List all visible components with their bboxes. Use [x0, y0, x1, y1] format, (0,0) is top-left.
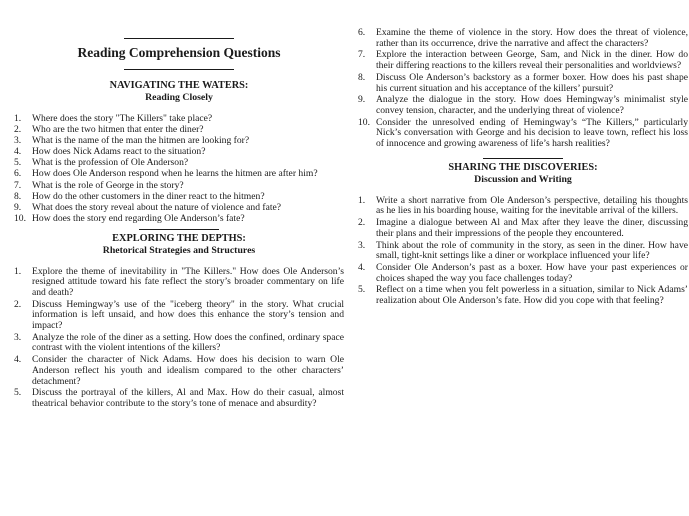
item-number: 6. [14, 168, 22, 180]
item-text: What is the role of George in the story? [32, 179, 184, 191]
item-number: 2. [14, 124, 22, 136]
item-text: Discuss Ole Anderson’s backstory as a former boxer. How does his past shape his current situation and his acceptance of the killers’ pursuit? [376, 71, 688, 94]
list-item [358, 285, 688, 306]
list-item [358, 50, 688, 71]
item-number: 7. [14, 179, 22, 191]
section-heading-exploring: EXPLORING THE DEPTHS: [112, 232, 246, 244]
item-text: Discuss Hemingway’s use of the "iceberg theory" in the story. What crucial information is left unsaid, and how does this enhance the story’s tension and impact? [32, 298, 344, 332]
item-number: 8. [14, 190, 22, 202]
list-item [14, 388, 344, 409]
item-number: 4. [14, 146, 22, 158]
item-number: 9. [358, 94, 366, 106]
item-text: Examine the theme of violence in the story. How does the threat of violence, rather than its occurrence, drive the narrative and affect the characters? [376, 27, 688, 49]
list-item [14, 333, 344, 354]
item-text: Who are the two hitmen that enter the diner? [32, 124, 204, 136]
list-item [14, 125, 344, 136]
item-number: 3. [14, 331, 22, 343]
item-text: Analyze the dialogue in the story. How does Hemingway’s minimalist style convey tension, character, and the underlying threat of violence? [376, 94, 688, 116]
list-item [358, 95, 688, 116]
item-text: What is the profession of Ole Anderson? [32, 157, 189, 169]
list-item [14, 181, 344, 192]
item-number: 5. [14, 157, 22, 169]
item-number: 2. [14, 298, 22, 310]
item-number: 10. [14, 212, 26, 224]
section-subheading-sharing: Discussion and Writing [474, 173, 572, 185]
list-item [14, 158, 344, 169]
list-item [358, 118, 688, 150]
item-number: 10. [358, 116, 370, 128]
section-subheading-exploring: Rhetorical Strategies and Structures [102, 244, 256, 256]
item-text: How does Ole Anderson respond when he learns the hitmen are after him? [32, 168, 318, 180]
item-number: 1. [358, 194, 366, 206]
title-rule-bottom [124, 69, 234, 70]
item-text: Write a short narrative from Ole Anderson’s perspective, detailing his thoughts as he lies in his boarding house, waiting for the inevitable arrival of the killers. [376, 194, 688, 217]
list-item [14, 136, 344, 147]
page-title: Reading Comprehension Questions [77, 45, 281, 60]
item-text: Consider the unresolved ending of Hemingway’s “The Killers,” particularly Nick’s conversation with George and his decision to leave town, reflect his loss of innocence and growing awareness of life’s harsh realities? [376, 116, 688, 150]
item-text: How does the story end regarding Ole Anderson’s fate? [32, 212, 245, 224]
list-item [14, 203, 344, 214]
item-text: What is the name of the man the hitmen are looking for? [32, 135, 250, 147]
title-rule-top [124, 38, 234, 39]
list-item [14, 147, 344, 158]
item-number: 2. [358, 217, 366, 229]
section-heading-sharing: SHARING THE DISCOVERIES: [448, 161, 598, 173]
list-item [358, 73, 688, 94]
list-item [14, 169, 344, 180]
left-column [14, 0, 344, 411]
item-text: Consider Ole Anderson’s past as a boxer. How have your past experiences or choices shaped the way you face challenges today? [376, 261, 688, 284]
list-item [358, 263, 688, 284]
list-item [358, 218, 688, 239]
item-number: 5. [14, 387, 22, 399]
item-text: How do the other customers in the diner react to the hitmen? [32, 190, 265, 202]
item-text: Analyze the role of the diner as a setting. How does the confined, ordinary space contrast with the violent intentions of the killers? [32, 331, 344, 354]
question-list-sharing [358, 196, 688, 307]
item-text: Consider the character of Nick Adams. How does his decision to warn Ole Anderson reflect his youth and idealism compared to the other characters’ detachment? [32, 354, 344, 387]
item-number: 4. [14, 354, 22, 366]
item-number: 3. [358, 239, 366, 251]
section-heading-navigating: NAVIGATING THE WATERS: [109, 80, 249, 91]
list-item [358, 196, 688, 217]
item-text: Think about the role of community in the story, as seen in the diner. How have small, tight-knit settings like a diner or workplace influenced your life? [376, 239, 688, 262]
section-rule-exploring [139, 229, 219, 230]
question-list-exploring-part1 [14, 267, 344, 410]
item-text: Explore the theme of inevitability in "The Killers." How does Ole Anderson’s resigned attitude toward his fate reflect the story’s broader commentary on life and death? [32, 265, 344, 298]
item-text: Where does the story "The Killers" take place? [32, 113, 213, 124]
question-list-navigating [14, 114, 344, 225]
item-text: Imagine a dialogue between Al and Max after they leave the diner, discussing their plans and their impressions of the people they encountered. [376, 217, 688, 239]
item-text: What does the story reveal about the nature of violence and fate? [32, 201, 282, 213]
list-item [14, 192, 344, 203]
list-item [14, 300, 344, 332]
right-column [358, 28, 688, 308]
item-number: 3. [14, 135, 22, 147]
list-item [14, 114, 344, 125]
item-text: How does Nick Adams react to the situation? [32, 146, 206, 158]
item-text: Discuss the portrayal of the killers, Al and Max. How do their casual, almost theatrical behavior contribute to the story’s tone of menace and absurdity? [32, 387, 344, 409]
list-item [14, 355, 344, 387]
list-item [358, 241, 688, 262]
list-item [14, 214, 344, 225]
item-number: 5. [358, 284, 366, 296]
item-number: 7. [358, 49, 366, 61]
item-number: 1. [14, 113, 22, 124]
list-item [358, 28, 688, 49]
item-number: 1. [14, 265, 22, 277]
item-text: Reflect on a time when you felt powerless in a situation, similar to Nick Adams’ realization about Ole Anderson’s fate. How did you cope with that feeling? [376, 284, 688, 307]
item-number: 6. [358, 27, 366, 38]
question-list-exploring-part2 [358, 28, 688, 150]
item-number: 9. [14, 201, 22, 213]
item-number: 4. [358, 261, 366, 273]
item-text: Explore the interaction between George, Sam, and Nick in the diner. How do their differing reactions to the killers reveal their personalities and worldviews? [376, 49, 688, 72]
list-item [14, 267, 344, 299]
section-rule-sharing [483, 158, 563, 159]
section-subheading-navigating: Reading Closely [145, 92, 213, 103]
item-number: 8. [358, 71, 366, 83]
